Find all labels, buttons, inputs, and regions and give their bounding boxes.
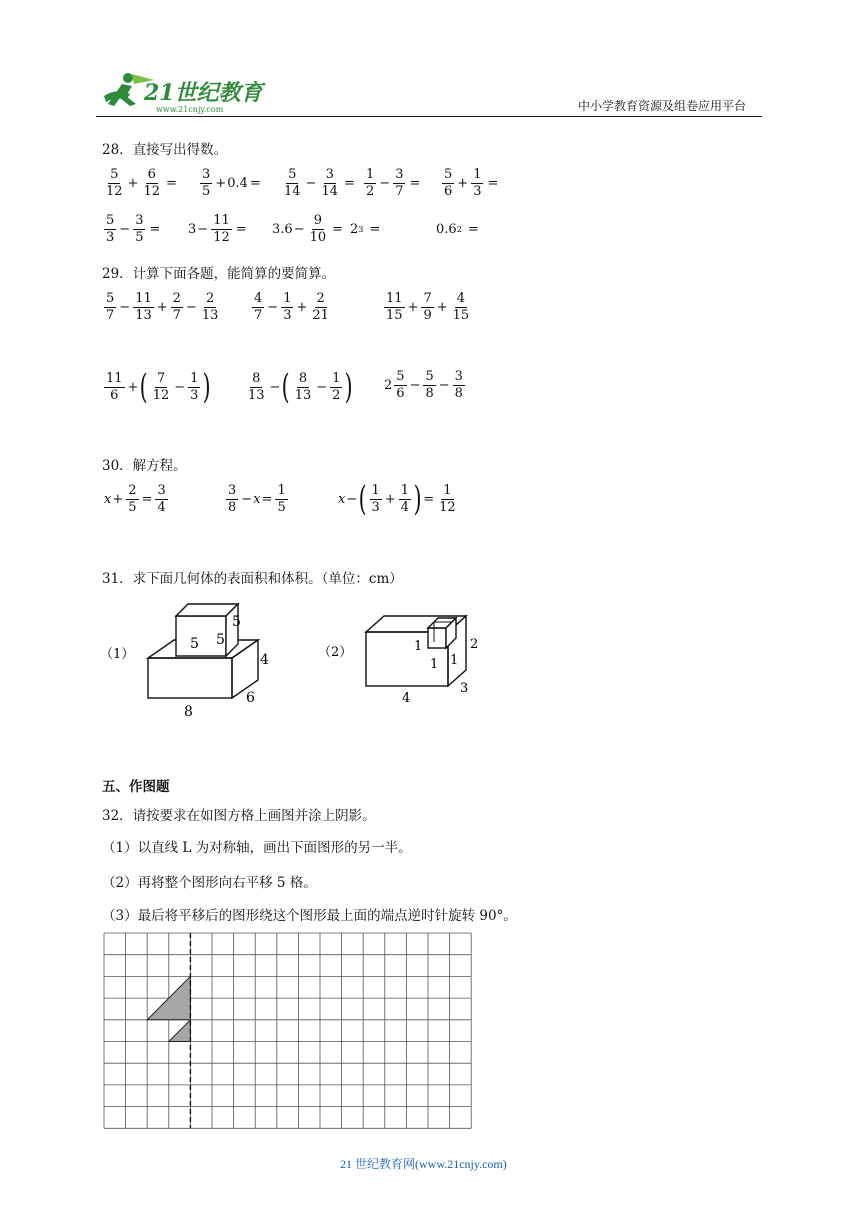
page-footer: 21 世纪教育网(www.21cnjy.com) <box>340 1157 507 1171</box>
svg-text:4: 4 <box>260 652 269 668</box>
q28-expr-7: 3 − $\frac{11}{12}$ = <box>188 213 247 245</box>
q32-step-3: （3）最后将平移后的图形绕这个图形最上面的端点逆时针旋转 90°。 <box>102 908 517 924</box>
site-logo <box>96 70 266 114</box>
header-rule <box>96 116 762 117</box>
q29-expr-5: $\frac{8}{13}$ − ( $\frac{8}{13}$ − $\frac{1}{2}$ ) <box>248 367 354 407</box>
svg-text:2: 2 <box>470 637 479 652</box>
svg-text:1: 1 <box>430 657 439 672</box>
q31-figure-2 <box>316 606 496 708</box>
logo-subtext: www.21cnjy.com <box>156 105 224 114</box>
q29-expr-4: $\frac{11}{6}$ + ( $\frac{7}{12}$ − $\frac{1}{3}$ ) <box>106 367 212 407</box>
q28-expr-3: $\frac{5}{14}$ − $\frac{3}{14}$ = <box>284 167 355 199</box>
q31-title: 31．求下面几何体的表面积和体积。（单位：cm） <box>102 571 403 587</box>
svg-text:（1）: （1） <box>100 647 135 662</box>
svg-text:（2）: （2） <box>318 645 353 660</box>
q29-expr-6: 2 $\frac{5}{6}$ − $\frac{5}{8}$ − $\frac{3}{8}$ <box>384 369 463 401</box>
logo-text: 21世纪教育 <box>144 80 263 106</box>
svg-text:1: 1 <box>414 639 423 654</box>
svg-text:1: 1 <box>450 653 459 668</box>
shaded-triangle-small <box>169 1020 191 1042</box>
q32-step-2: （2）再将整个图形向右平移 5 格。 <box>102 875 317 891</box>
q29-expr-3: $\frac{11}{15}$ + $\frac{7}{9}$ + $\frac{4}{15}$ <box>386 291 470 323</box>
q29-title: 29．计算下面各题，能简算的要简算。 <box>102 266 336 282</box>
svg-text:5: 5 <box>216 632 225 648</box>
q31-figure-1 <box>96 598 296 722</box>
site-name: 中小学教育资源及组卷应用平台 <box>578 99 747 113</box>
q28-expr-1: $\frac{5}{12}$ + $\frac{6}{12}$ = <box>106 167 177 199</box>
svg-text:8: 8 <box>184 704 193 720</box>
q30-eq-1: x + $\frac{2}{5}$ = $\frac{3}{4}$ <box>104 483 166 515</box>
svg-text:6: 6 <box>246 690 255 706</box>
section-5-title: 五、作图题 <box>102 779 170 795</box>
q30-eq-2: $\frac{3}{8}$ − x = $\frac{1}{5}$ <box>228 483 286 515</box>
q32-step-1: （1）以直线 L 为对称轴，画出下面图形的另一半。 <box>102 840 412 856</box>
q32-grid <box>103 932 475 1130</box>
q28-expr-10: 0.6 2 = <box>436 222 479 237</box>
q32-title: 32．请按要求在如图方格上画图并涂上阴影。 <box>102 808 376 824</box>
q28-expr-2: $\frac{3}{5}$ + 0.4 = <box>202 167 261 199</box>
q28-expr-5: $\frac{5}{6}$ + $\frac{1}{3}$ = <box>444 167 499 199</box>
svg-text:3: 3 <box>460 681 469 696</box>
q28-expr-8: 3.6 − $\frac{9}{10}$ = <box>272 213 344 245</box>
q28-expr-9: 2 3 = <box>350 222 381 237</box>
q30-eq-3: x − ( $\frac{1}{3}$ + $\frac{1}{4}$ ) = $\frac{1}{12}$ <box>338 479 456 519</box>
svg-text:5: 5 <box>232 614 241 630</box>
q29-expr-2: $\frac{4}{7}$ − $\frac{1}{3}$ + $\frac{2}{21}$ <box>254 291 329 323</box>
svg-text:5: 5 <box>190 636 199 652</box>
svg-text:4: 4 <box>402 691 411 706</box>
q28-expr-4: $\frac{1}{2}$ − $\frac{3}{7}$ = <box>366 167 421 199</box>
q28-expr-6: $\frac{5}{3}$ − $\frac{3}{5}$ = <box>106 213 161 245</box>
q30-title: 30．解方程。 <box>102 458 187 474</box>
q28-title: 28．直接写出得数。 <box>102 142 228 158</box>
q29-expr-1: $\frac{5}{7}$ − $\frac{11}{13}$ + $\frac{2}{7}$ − $\frac{2}{13}$ <box>106 291 219 323</box>
q32-grid-svg <box>103 932 475 1130</box>
